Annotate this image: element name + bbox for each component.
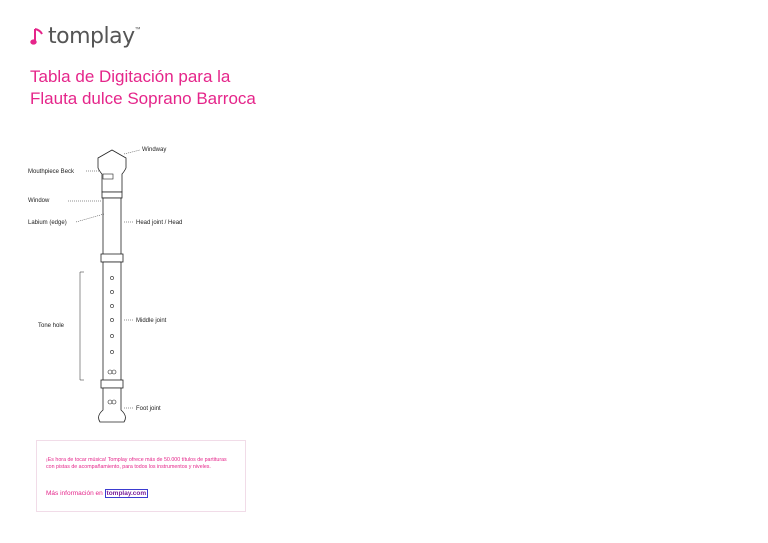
brand-trademark: ™ — [134, 26, 141, 33]
label-head-joint: Head joint / Head — [136, 220, 183, 226]
tomplay-link[interactable]: tomplay.com — [106, 490, 147, 497]
label-foot-joint: Foot joint — [136, 406, 161, 412]
label-labium: Labium (edge) — [28, 220, 67, 226]
label-middle-joint: Middle joint — [136, 318, 167, 324]
label-tone-hole: Tone hole — [38, 323, 65, 329]
brand-name: tomplay — [48, 24, 135, 49]
label-window: Window — [28, 198, 50, 204]
promo-more — [46, 490, 148, 497]
brand-logo — [30, 24, 141, 49]
label-windway: Windway — [142, 147, 167, 153]
recorder-diagram — [28, 140, 258, 430]
music-note-icon — [30, 27, 44, 47]
label-mouthpiece: Mouthpiece Beck — [28, 169, 75, 175]
promo-more-label: Más información en — [46, 490, 103, 497]
page-title: Tabla de Digitación para la Flauta dulce Soprano Barroca — [30, 67, 256, 108]
promo-box — [36, 440, 246, 512]
promo-text: ¡Es hora de tocar música! Tomplay ofrece más de 50.000 títulos de partituras con pistas de acompañamiento, para todos los instrumentos y niveles. — [46, 457, 227, 470]
